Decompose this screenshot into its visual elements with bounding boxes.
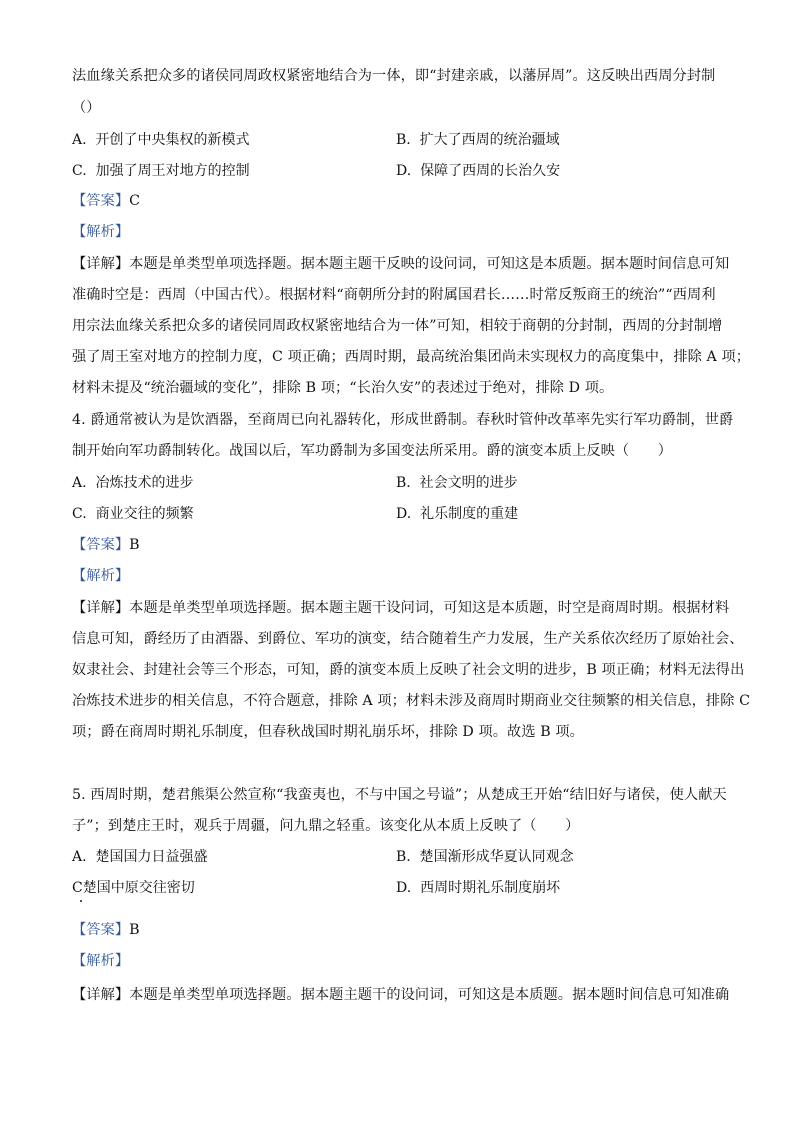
q5-detail-line-1: 【详解】本题是单类型单项选择题。据本题主题干的设问词，可知这是本质题。据本题时间信息可知准确 (72, 987, 730, 1003)
q3-option-b: B. 扩大了西周的统治疆域 (396, 132, 560, 148)
q4-option-b: B. 社会文明的进步 (396, 475, 518, 491)
q4-option-c: C. 商业交往的频繁 (72, 506, 194, 522)
q3-detail-line-2: 准确时空是：西周（中国古代）。根据材料“商朝所分封的附属国君长……时常反叛商王的统治”“西周利 (72, 287, 716, 303)
q4-detail-line-5: 项；爵在商周时期礼乐制度，但春秋战国时期礼崩乐坏，排除 D 项。故选 B 项。 (72, 724, 584, 740)
answer-label: 【答案】 (72, 922, 130, 938)
q4-analysis-label: 【解析】 (72, 568, 130, 584)
q4-stem-line-2: 制开始向军功爵制转化。战国以后，军功爵制为多国变法所采用。爵的演变本质上反映（ ） (72, 443, 673, 459)
q4-answer (72, 535, 732, 555)
answer-value: B (129, 922, 140, 938)
answer-value: B (129, 537, 140, 553)
q3-answer (72, 191, 732, 211)
q5-option-d: D. 西周时期礼乐制度崩坏 (396, 880, 561, 896)
q4-detail-line-4: 冶炼技术进步的相关信息，不符合题意，排除 A 项；材料未涉及商周时期商业交往频繁的相关信息，排除 C (72, 693, 751, 709)
q4-detail-line-1: 【详解】本题是单类型单项选择题。据本题主题干设问词，可知这是本质题，时空是商周时期。根据材料 (72, 600, 730, 616)
q5-stem-line-2: 子”；到楚庄王时，观兵于周疆，问九鼎之轻重。该变化从本质上反映了（ ） (72, 818, 580, 834)
q5-answer (72, 920, 732, 940)
q3-stem-line-2: （） (72, 100, 101, 116)
q3-detail-line-3: 用宗法血缘关系把众多的诸侯同周政权紧密地结合为一体”可知，相较于商朝的分封制，西周的分封制增 (72, 318, 723, 334)
q3-detail-line-1: 【详解】本题是单类型单项选择题。据本题主题干反映的设问词，可知这是本质题。据本题时间信息可知 (72, 256, 730, 272)
q4-stem-line-1: 4. 爵通常被认为是饮酒器，至商周已向礼器转化，形成世爵制。春秋时管仲改革率先实行军功爵制，世爵 (72, 412, 734, 428)
q3-option-d: D. 保障了西周的长治久安 (396, 163, 561, 179)
q4-option-d: D. 礼乐制度的重建 (396, 506, 519, 522)
q5-stem-line-1: 5. 西周时期，楚君熊渠公然宣称“我蛮夷也，不与中国之号谥”；从楚成王开始“结旧好与诸侯，使人献天 (72, 787, 727, 803)
answer-label: 【答案】 (72, 537, 130, 553)
q3-stem-line-1: 法血缘关系把众多的诸侯同周政权紧密地结合为一体，即“封建亲戚，以藩屏周”。这反映出西周分封制 (72, 68, 716, 84)
q5-option-a: A. 楚国国力日益强盛 (72, 849, 208, 865)
answer-label: 【答案】 (72, 193, 130, 209)
q5-option-c: C楚国中原交往密切 (72, 880, 195, 896)
q3-detail-line-4: 强了周王室对地方的控制力度，C 项正确；西周时期，最高统治集团尚未实现权力的高度集中，排除 A 项； (72, 349, 751, 365)
q3-detail-line-5: 材料未提及“统治疆域的变化”，排除 B 项；“长治久安”的表述过于绝对，排除 D 项。 (72, 380, 614, 396)
answer-value: C (129, 193, 141, 209)
q3-option-c: C. 加强了周王对地方的控制 (72, 163, 250, 179)
stray-dot (80, 900, 82, 902)
q3-analysis-label: 【解析】 (72, 224, 130, 240)
q5-option-b: B. 楚国渐形成华夏认同观念 (396, 849, 574, 865)
q3-option-a: A. 开创了中央集权的新模式 (72, 132, 250, 148)
q4-detail-line-3: 奴隶社会、封建社会等三个形态，可知，爵的演变本质上反映了社会文明的进步，B 项正确；材料无法得出 (72, 662, 745, 678)
q5-analysis-label: 【解析】 (72, 953, 130, 969)
q4-option-a: A. 冶炼技术的进步 (72, 475, 194, 491)
q4-detail-line-2: 信息可知，爵经历了由酒器、到爵位、军功的演变，结合随着生产力发展，生产关系依次经历了原始社会、 (72, 631, 744, 647)
